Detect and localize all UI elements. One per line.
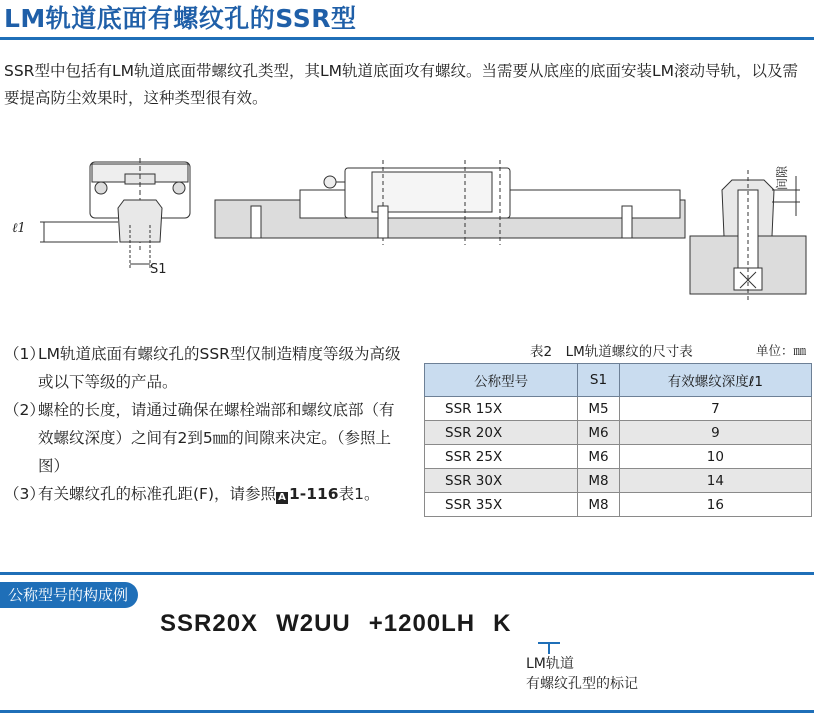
note-text: 螺栓的长度，请通过确保在螺栓端部和螺纹底部（有效螺纹深度）之间有2到5㎜的间隙来决定。（参照上图）: [38, 401, 395, 475]
code-explanation-line: 有螺纹孔型的标记: [526, 676, 638, 692]
note-text: LM轨道底面有螺纹孔的SSR型仅制造精度等级为高级或以下等级的产品。: [38, 345, 401, 391]
table-row: [425, 469, 812, 493]
notes-list: [4, 340, 404, 508]
section-badge: 公称型号的构成例: [0, 582, 138, 608]
title-underline: [0, 37, 814, 40]
cell-model: SSR 15X: [425, 397, 578, 421]
section-divider: [0, 572, 814, 575]
intro-paragraph: SSR型中包括有LM轨道底面带螺纹孔类型，其LM轨道底面攻有螺纹。当需要从底座的底面安装LM滚动导轨，以及需要提高防尘效果时，这种类型很有效。: [4, 62, 798, 107]
reference-icon: A: [276, 492, 288, 504]
code-part-model: SSR20X: [160, 610, 259, 637]
cell-s1: M8: [578, 493, 620, 517]
model-code-example: [160, 610, 529, 638]
table-unit: 单位：㎜: [756, 343, 807, 358]
code-explanation-line: LM轨道: [526, 656, 574, 672]
table-caption: 表2 LM轨道螺纹的尺寸表: [530, 344, 693, 360]
table-row: [425, 445, 812, 469]
code-part-rail-type: K: [493, 610, 512, 637]
header-depth: 有效螺纹深度ℓ1: [619, 364, 811, 397]
cell-model: SSR 35X: [425, 493, 578, 517]
page-reference-link[interactable]: 1-116: [289, 485, 339, 503]
note-2: [4, 396, 404, 480]
note-3: [4, 480, 404, 508]
note-number: （1）: [4, 345, 45, 363]
code-explanation: [526, 654, 638, 694]
note-text: [38, 480, 404, 508]
note-1: [4, 340, 404, 396]
table-row: [425, 493, 812, 517]
note-number: （2）: [4, 401, 45, 419]
page-title: LM轨道底面有螺纹孔的SSR型: [4, 4, 357, 33]
note-text-before: 有关螺纹孔的标准孔距(F)，请参照: [38, 485, 277, 503]
note-number: （3）: [4, 485, 45, 503]
table-row: [425, 421, 812, 445]
cell-model: SSR 30X: [425, 469, 578, 493]
gap-label: 间隙: [775, 165, 789, 190]
cell-s1: M5: [578, 397, 620, 421]
cell-model: SSR 20X: [425, 421, 578, 445]
code-part-length: +1200LH: [368, 610, 476, 637]
header-model: 公称型号: [425, 364, 578, 397]
code-bracket-stem: [548, 642, 550, 654]
code-part-block: W2UU: [276, 610, 351, 637]
cell-depth: 16: [619, 493, 811, 517]
cell-depth: 14: [619, 469, 811, 493]
cell-depth: 10: [619, 445, 811, 469]
cell-s1: M8: [578, 469, 620, 493]
end-view-left: [40, 158, 190, 268]
cell-depth: 7: [619, 397, 811, 421]
cell-s1: M6: [578, 421, 620, 445]
cell-depth: 9: [619, 421, 811, 445]
cell-s1: M6: [578, 445, 620, 469]
s1-label: S1: [150, 262, 167, 277]
l1-label: ℓ1: [12, 221, 26, 236]
table-row: [425, 397, 812, 421]
header-s1: S1: [578, 364, 620, 397]
cell-model: SSR 25X: [425, 445, 578, 469]
table-header-row: [425, 364, 812, 397]
bottom-divider: [0, 710, 814, 713]
thread-size-table: [424, 363, 812, 517]
rail-figure: [0, 150, 814, 300]
side-view: [215, 160, 685, 245]
note-text-after: 表1。: [338, 485, 380, 503]
